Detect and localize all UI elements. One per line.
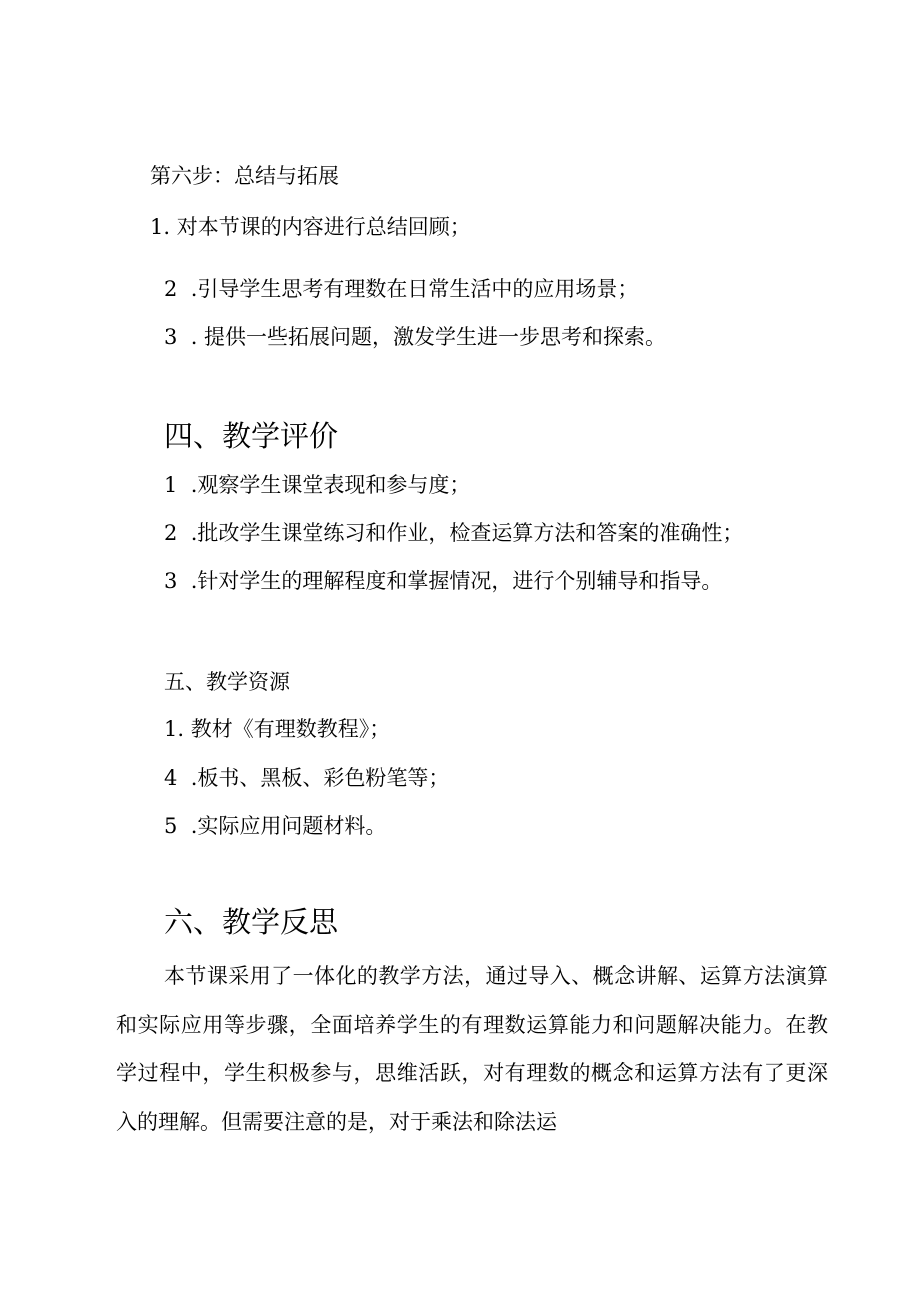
- section-4-item-1: 1 .观察学生课堂表现和参与度；: [164, 473, 471, 497]
- step6-item-3: 3 . 提供一些拓展问题，激发学生进一步思考和探索。: [164, 325, 667, 349]
- section-6-heading: 六、教学反思: [164, 905, 339, 939]
- section-5-item-2: 4 .板书、黑板、彩色粉笔等；: [164, 766, 450, 790]
- section-5-heading: 五、教学资源: [164, 670, 290, 694]
- section-5-item-1: 1. 教材《有理数教程》；: [164, 717, 391, 741]
- step6-title: 第六步：总结与拓展: [150, 164, 339, 188]
- step6-item-2: 2 .引导学生思考有理数在日常生活中的应用场景；: [164, 277, 639, 301]
- step6-item-1: 1. 对本节课的内容进行总结回顾；: [150, 215, 471, 239]
- section-4-item-2: 2 .批改学生课堂练习和作业，检查运算方法和答案的准确性；: [164, 521, 744, 545]
- section-6-paragraph: 本节课采用了一体化的教学方法，通过导入、概念讲解、运算方法演算和实际应用等步骤，全面培养学生的有理数运算能力和问题解决能力。在教学过程中，学生积极参与，思维活跃，对有理数的概念和运算方法有了更深入的理解。但需要注意的是，对于乘法和除法运: [116, 964, 828, 1134]
- section-5-item-3: 5 .实际应用问题材料。: [164, 814, 387, 838]
- section-4-item-3: 3 .针对学生的理解程度和掌握情况，进行个别辅导和指导。: [164, 569, 723, 593]
- section-4-heading: 四、教学评价: [164, 419, 339, 453]
